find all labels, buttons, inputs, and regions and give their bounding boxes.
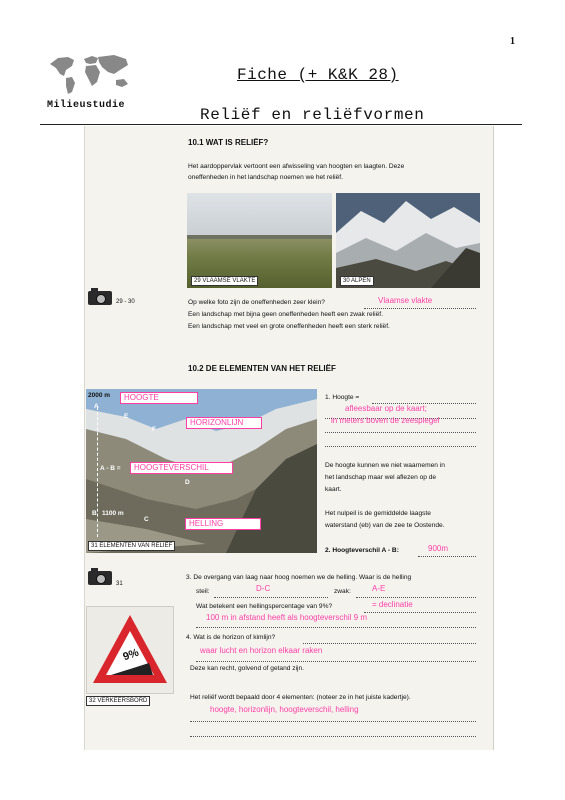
world-map-logo bbox=[44, 50, 134, 98]
camera-label: 29 - 30 bbox=[116, 299, 135, 305]
section-heading-1: 10.1 WAT IS RELIËF? bbox=[188, 138, 269, 147]
q3-text: 3. De overgang van laag naar hoog noemen we de helling. Waar is de helling bbox=[186, 574, 412, 581]
answer-line bbox=[214, 588, 328, 598]
final-answer: hoogte, horizonlijn, hoogteverschil, helling bbox=[210, 705, 359, 714]
world-map-icon bbox=[44, 50, 134, 98]
answer-horizonlijn: HORIZONLIJN bbox=[186, 417, 262, 429]
answer-line bbox=[325, 437, 476, 447]
intro-line-1: Het aardoppervlak vertoont een afwisseling van hoogten en laagten. Deze bbox=[188, 163, 405, 170]
height-text-1: De hoogte kunnen we niet waarnemen in bbox=[325, 462, 445, 469]
answer-line bbox=[190, 727, 476, 737]
altitude-top: 2000 m bbox=[88, 392, 111, 399]
altitude-line bbox=[97, 407, 99, 537]
point-b: B bbox=[92, 510, 97, 517]
section-heading-2: 10.2 DE ELEMENTEN VAN HET RELIËF bbox=[188, 364, 336, 373]
point-d: D bbox=[185, 479, 190, 486]
camera-icon bbox=[88, 291, 112, 305]
answer-helling: HELLING bbox=[185, 518, 261, 530]
q3-steil-label: steil: bbox=[196, 588, 210, 595]
strong-relief-line: Een landschap met veel en grote oneffenheden heeft een sterk reliëf. bbox=[188, 323, 390, 330]
q4-answer: waar lucht en horizon elkaar raken bbox=[200, 646, 323, 655]
point-a: A bbox=[94, 403, 99, 410]
point-f: F bbox=[152, 426, 156, 433]
height-text-2: het landschap maar wel aflezen op de bbox=[325, 474, 437, 481]
q2-label: 2. Hoogteverschil A - B: bbox=[325, 547, 399, 554]
alps-illustration bbox=[336, 193, 480, 288]
photo-caption: 30 ALPEN bbox=[340, 276, 374, 286]
q1-answer-2: in meters boven de zeespiegel bbox=[331, 416, 440, 425]
photo-flemish-plain bbox=[187, 193, 332, 288]
altitude-bottom: 1100 m bbox=[102, 510, 124, 517]
q3-zwak-answer: A-E bbox=[372, 584, 386, 593]
logo-text: Milieustudie bbox=[47, 100, 126, 111]
q2-answer: 900m bbox=[428, 544, 449, 553]
nulpeil-text-1: Het nulpeil is de gemiddelde laagste bbox=[325, 510, 431, 517]
header-divider bbox=[40, 124, 522, 125]
photo-alps bbox=[336, 193, 480, 288]
page-subtitle: Reliëf en reliëfvormen bbox=[200, 106, 425, 124]
q1-answer-1: afleesbaar op de kaart; bbox=[345, 404, 427, 413]
answer-hoogteverschil: HOOGTEVERSCHIL bbox=[130, 462, 233, 474]
sign-caption: 32 VERKEERSBORD bbox=[86, 696, 150, 706]
q3-pct-answer-2: 100 m in afstand heeft als hoogteverschil 9 m bbox=[206, 613, 367, 622]
sign-percentage: 9% bbox=[121, 646, 141, 664]
answer-line bbox=[303, 634, 476, 644]
q4-text: 4. Wat is de horizon of kimlijn? bbox=[186, 634, 276, 641]
q3-zwak-label: zwak: bbox=[334, 588, 351, 595]
page-number: 1 bbox=[510, 36, 515, 47]
height-text-3: kaart. bbox=[325, 486, 342, 493]
answer-hoogte: HOOGTE bbox=[120, 392, 198, 404]
final-instruction: Het reliëf wordt bepaald door 4 elementen: (noteer ze in het juiste kadertje). bbox=[190, 694, 411, 701]
q1-label: 1. Hoogte = bbox=[325, 394, 360, 401]
page-title: Fiche (+ K&K 28) bbox=[237, 66, 399, 84]
point-c: C bbox=[144, 516, 149, 523]
nulpeil-text-2: waterstand (eb) van de zee te Oostende. bbox=[325, 522, 445, 529]
question-flat: Op welke foto zijn de oneffenheden zeer klein? bbox=[188, 299, 325, 306]
point-e: E bbox=[124, 413, 129, 420]
q3-percentage: Wat betekent een hellingspercentage van 9%? bbox=[196, 603, 333, 610]
q3-steil-answer: D-C bbox=[256, 584, 271, 593]
traffic-sign bbox=[86, 606, 174, 694]
weak-relief-line: Een landschap met bijna geen oneffenheden heeft een zwak reliëf. bbox=[188, 311, 383, 318]
q3-pct-answer-1: = declinatie bbox=[372, 600, 413, 609]
camera-label: 31 bbox=[116, 581, 123, 587]
intro-line-2: oneffenheden in het landschap noemen we het reliëf. bbox=[188, 174, 343, 181]
label-a-b: A - B = bbox=[100, 465, 121, 472]
photo-caption: 31 ELEMENTEN VAN RELIËF bbox=[88, 541, 175, 551]
answer-flat: Vlaamse vlakte bbox=[378, 296, 433, 305]
answer-line bbox=[372, 394, 476, 404]
q4-note: Deze kan recht, golvend of getand zijn. bbox=[190, 665, 304, 672]
camera-icon bbox=[88, 571, 112, 585]
photo-relief-elements bbox=[86, 389, 317, 553]
photo-caption: 29 VLAAMSE VLAKTE bbox=[191, 276, 258, 286]
